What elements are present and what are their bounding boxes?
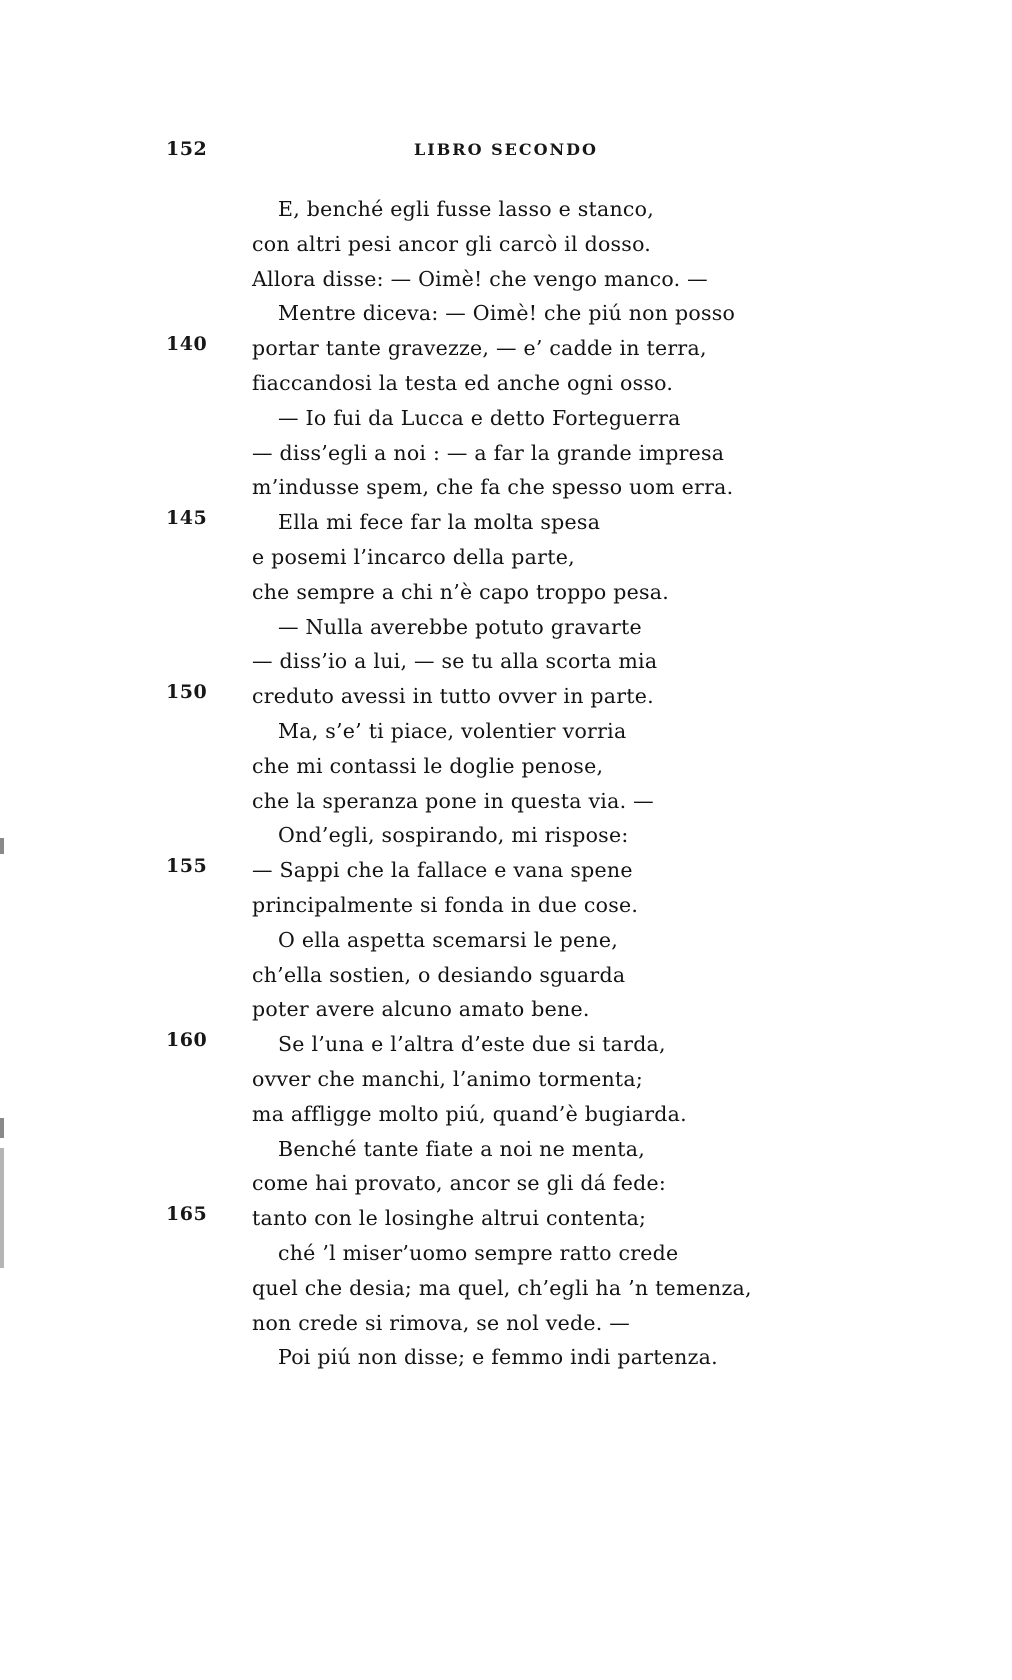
verse-line xyxy=(0,436,1012,471)
verse-line xyxy=(0,610,1012,645)
verse-line xyxy=(0,1271,1012,1306)
verse-line-text: come hai provato, ancor se gli dá fede: xyxy=(252,1171,667,1196)
verse-line xyxy=(0,888,1012,923)
verse-line-text: Se l’una e l’altra d’este due si tarda, xyxy=(278,1032,666,1057)
verse-block xyxy=(0,192,1012,1375)
verse-line-text: non crede si rimova, se nol vede. — xyxy=(252,1310,631,1335)
verse-line xyxy=(0,1132,1012,1167)
page-edge-artifact xyxy=(0,838,4,854)
verse-line-text: Ond’egli, sospirando, mi rispose: xyxy=(278,823,629,848)
verse-line xyxy=(0,1166,1012,1201)
verse-line xyxy=(0,192,1012,227)
verse-line-text: poter avere alcuno amato bene. xyxy=(252,997,590,1022)
verse-line xyxy=(0,853,1012,888)
verse-line-number: 150 xyxy=(166,681,208,704)
verse-line xyxy=(0,818,1012,853)
verse-line-text: ma affligge molto piú, quand’è bugiarda. xyxy=(252,1101,687,1126)
verse-line-text: Allora disse: — Oimè! che vengo manco. — xyxy=(252,266,708,291)
verse-line-text: Mentre diceva: — Oimè! che piú non posso xyxy=(278,301,736,326)
verse-line xyxy=(0,923,1012,958)
verse-line-text: — Nulla averebbe potuto gravarte xyxy=(278,614,642,639)
verse-line xyxy=(0,505,1012,540)
verse-line xyxy=(0,679,1012,714)
verse-line-text: — Io fui da Lucca e detto Forteguerra xyxy=(278,405,681,430)
verse-line xyxy=(0,262,1012,297)
verse-line-number: 155 xyxy=(166,855,208,878)
verse-line xyxy=(0,1062,1012,1097)
verse-line-text: ovver che manchi, l’animo tormenta; xyxy=(252,1066,644,1091)
verse-line xyxy=(0,1097,1012,1132)
verse-line-text: principalmente si fonda in due cose. xyxy=(252,892,639,917)
verse-line xyxy=(0,470,1012,505)
verse-line xyxy=(0,575,1012,610)
verse-line-text: — diss’egli a noi : — a far la grande impresa xyxy=(252,440,725,465)
verse-line-text: — diss’io a lui, — se tu alla scorta mia xyxy=(252,649,658,674)
verse-line-text: che mi contassi le doglie penose, xyxy=(252,753,604,778)
verse-line-text: Benché tante fiate a noi ne menta, xyxy=(278,1136,645,1161)
verse-line-text: Ma, s’e’ ti piace, volentier vorria xyxy=(278,718,627,743)
verse-line-text: quel che desia; ma quel, ch’egli ha ’n temenza, xyxy=(252,1275,752,1300)
verse-line-text: con altri pesi ancor gli carcò il dosso. xyxy=(252,231,652,256)
verse-line-text: E, benché egli fusse lasso e stanco, xyxy=(278,197,654,221)
verse-line xyxy=(0,331,1012,366)
verse-line xyxy=(0,1027,1012,1062)
verse-line xyxy=(0,958,1012,993)
verse-line xyxy=(0,1236,1012,1271)
verse-line-text: Poi piú non disse; e femmo indi partenza. xyxy=(278,1345,718,1370)
verse-line-number: 145 xyxy=(166,507,208,530)
verse-line xyxy=(0,227,1012,262)
verse-line xyxy=(0,1306,1012,1341)
verse-line-text: ché ’l miser’uomo sempre ratto crede xyxy=(278,1240,679,1265)
verse-line-text: portar tante gravezze, — e’ cadde in terra, xyxy=(252,336,707,361)
verse-line-text: creduto avessi in tutto ovver in parte. xyxy=(252,684,654,709)
page-edge-artifact xyxy=(0,1148,4,1268)
verse-line-text: e posemi l’incarco della parte, xyxy=(252,544,575,569)
verse-line xyxy=(0,1201,1012,1236)
verse-line xyxy=(0,401,1012,436)
verse-line-number: 160 xyxy=(166,1029,208,1052)
verse-line-text: — Sappi che la fallace e vana spene xyxy=(252,858,633,883)
verse-line-text: tanto con le losinghe altrui contenta; xyxy=(252,1206,647,1231)
verse-line-number: 165 xyxy=(166,1203,208,1226)
verse-line-number: 140 xyxy=(166,333,208,356)
verse-line xyxy=(0,1340,1012,1375)
verse-line-text: che sempre a chi n’è capo troppo pesa. xyxy=(252,579,670,604)
verse-line xyxy=(0,992,1012,1027)
running-head xyxy=(0,138,1012,162)
verse-line-text: ch’ella sostien, o desiando sguarda xyxy=(252,962,626,987)
verse-line-text: m’indusse spem, che fa che spesso uom erra. xyxy=(252,475,734,500)
verse-line xyxy=(0,296,1012,331)
page-edge-artifact xyxy=(0,1118,4,1138)
verse-line xyxy=(0,366,1012,401)
verse-line xyxy=(0,784,1012,819)
verse-line xyxy=(0,644,1012,679)
verse-line-text: che la speranza pone in questa via. — xyxy=(252,788,654,813)
page-number: 152 xyxy=(166,138,208,160)
verse-line-text: O ella aspetta scemarsi le pene, xyxy=(278,927,619,952)
verse-line xyxy=(0,749,1012,784)
running-title: LIBRO SECONDO xyxy=(414,140,598,159)
verse-line xyxy=(0,540,1012,575)
verse-line xyxy=(0,714,1012,749)
verse-line-text: fiaccandosi la testa ed anche ogni osso. xyxy=(252,370,674,395)
verse-line-text: Ella mi fece far la molta spesa xyxy=(278,510,601,535)
